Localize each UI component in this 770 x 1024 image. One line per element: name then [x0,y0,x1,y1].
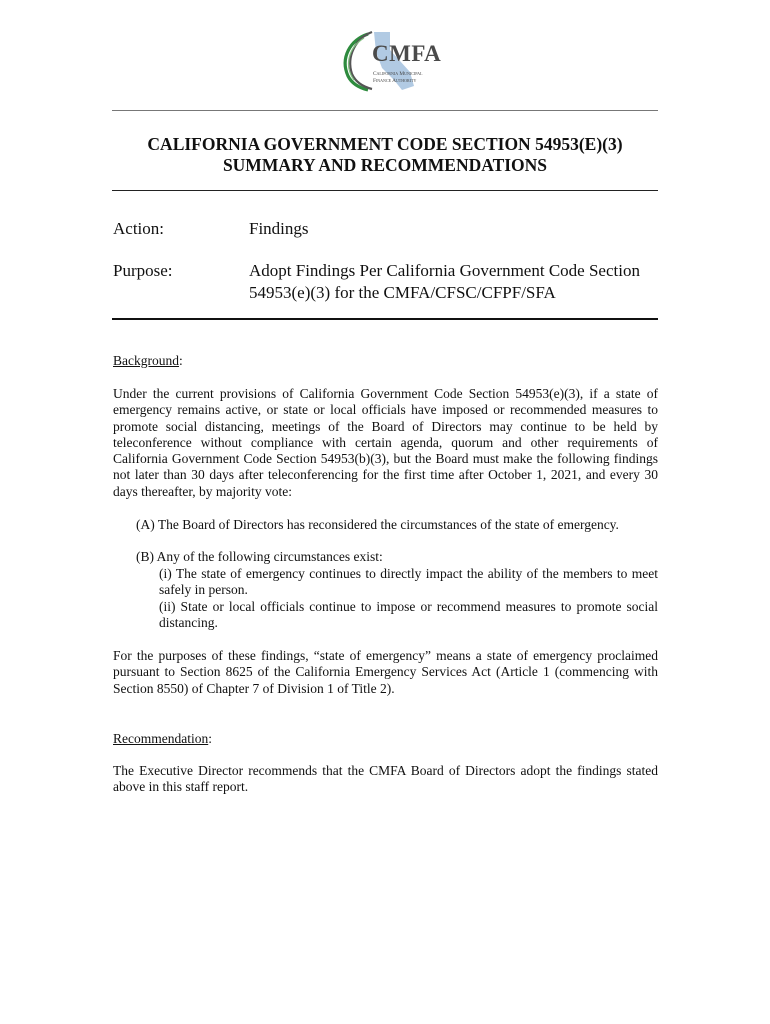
action-value: Findings [249,219,309,238]
cmfa-logo [338,28,462,94]
title-underline-rule [112,190,658,191]
logo-wordmark: CMFA [372,41,442,66]
section-divider [112,318,658,320]
recommendation-paragraph: The Executive Director recommends that the CMFA Board of Directors adopt the findings stated above in this staff report. [113,763,658,795]
recommendation-heading-colon: : [208,731,212,746]
purpose-label: Purpose: [113,261,173,280]
recommendation-heading-text: Recommendation [113,731,209,746]
title-line-2: SUMMARY AND RECOMMENDATIONS [222,155,548,175]
header-divider [112,110,658,111]
background-paragraph: Under the current provisions of California Government Code Section 54953(e)(3), if a state of emergency remains active, or state or local officials have imposed or recommended measures to promote social distancing, meetings of the Board of Directors may continue to be held by teleconference without compliance with certain agenda, quorum and other requirements of California Government Code Section 54953(b)(3), but the Board must make the following findings not later than 30 days after teleconferencing for the first time after October 1, 2021, and every 30 days thereafter, by majority vote: [113,386,658,499]
background-heading-text: Background [113,353,179,368]
logo-subtitle-line2: Finance Authority [373,78,417,84]
purpose-value: Adopt Findings Per California Government Code Section 54953(e)(3) for the CMFA/CFSC/CFPF/SFA [249,261,640,302]
logo-subtitle [373,71,422,85]
logo-subtitle-line1: California Municipal [373,71,423,77]
title-line-1: CALIFORNIA GOVERNMENT CODE SECTION 54953(E)(3) [147,134,623,154]
action-label: Action: [113,219,164,238]
background-heading [113,352,183,369]
finding-sub-item-i: (i) The state of emergency continues to directly impact the ability of the members to meet safely in person. [159,566,658,598]
document-title [112,134,658,176]
recommendation-heading [113,730,212,747]
definition-paragraph: For the purposes of these findings, “state of emergency” means a state of emergency proclaimed pursuant to Section 8625 of the California Emergency Services Act (Article 1 (commencing with Section 8550) of Chapter 7 of Division 1 of Title 2). [113,648,658,696]
finding-sub-item-ii: (ii) State or local officials continue to impose or recommend measures to promote social distancing. [159,599,658,631]
finding-item-a: (A) The Board of Directors has reconsidered the circumstances of the state of emergency. [136,517,619,532]
background-heading-colon: : [178,353,183,368]
finding-item-b: (B) Any of the following circumstances exist: [136,549,383,564]
